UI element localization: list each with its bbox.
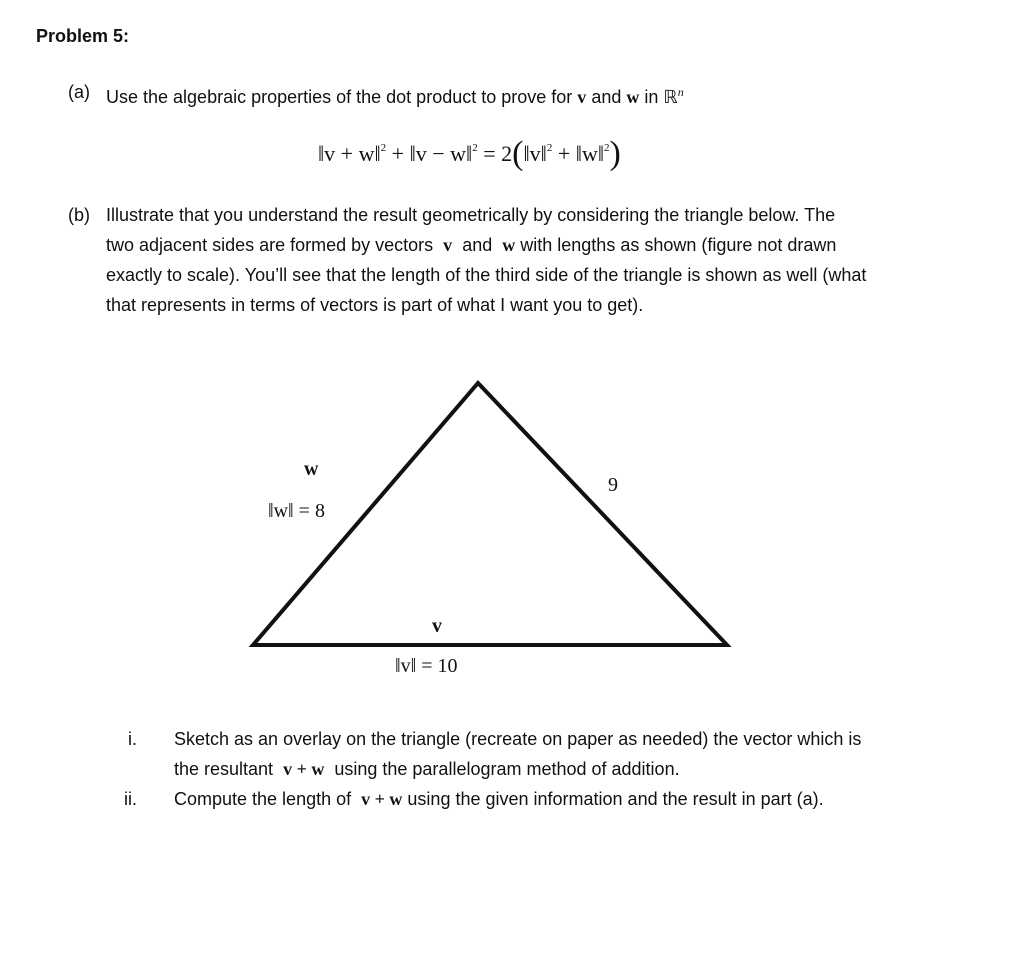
item-ii-text xyxy=(174,784,964,814)
item-i-text xyxy=(174,724,964,784)
part-b-and: and xyxy=(462,235,493,255)
third-side-length-label: 9 xyxy=(608,474,618,496)
formula-plus-2: + xyxy=(552,141,576,166)
part-b-w: w xyxy=(502,235,516,255)
item-i-line-1: Sketch as an overlay on the triangle (recreate on paper as needed) the vector which is xyxy=(174,729,862,749)
problem-title: Problem 5: xyxy=(36,26,130,46)
item-ii-line-start: Compute the length of xyxy=(174,789,352,809)
part-a-in: in xyxy=(644,87,659,107)
part-b-label: (b) xyxy=(68,205,90,225)
formula-open-paren: ( xyxy=(512,135,524,172)
formula-plus-1: + xyxy=(386,141,410,166)
part-b-line-4: that represents in terms of vectors is part of what I want you to get). xyxy=(106,295,644,315)
formula-exp-3: 2 xyxy=(546,142,553,154)
formula-term-w: ‖w‖ xyxy=(575,141,605,166)
formula-term-v-minus-w: ‖v − w‖ xyxy=(409,141,473,166)
item-i-number: i. xyxy=(128,729,137,749)
part-a-and: and xyxy=(591,87,622,107)
w-length-label: ‖w‖ = 8 xyxy=(268,500,325,522)
item-i-line-2-end: using the parallelogram method of addition. xyxy=(334,759,680,779)
item-ii-line-end: using the given information and the result in part (a). xyxy=(407,789,824,809)
part-a-v: v xyxy=(577,87,587,107)
item-i-line-2 xyxy=(174,754,964,784)
part-b-line-2-start: two adjacent sides are formed by vectors xyxy=(106,235,434,255)
item-ii-line-1 xyxy=(174,784,964,814)
v-length-label: ‖v‖ = 10 xyxy=(395,655,458,677)
part-a-label: (a) xyxy=(68,82,90,102)
formula-exp-2: 2 xyxy=(472,142,478,154)
formula-exp-1: 2 xyxy=(380,142,387,154)
real-space-symbol: ℝ xyxy=(663,87,678,107)
part-b-line-3: exactly to scale). You’ll see that the length of the third side of the triangle is shown as well (what xyxy=(106,265,867,285)
part-a-w: w xyxy=(626,87,640,107)
part-a-sentence: Use the algebraic properties of the dot product to prove for xyxy=(106,87,573,107)
item-i-resultant-expr: v + w xyxy=(283,759,325,779)
part-b-line-1: Illustrate that you understand the result geometrically by considering the triangle below. The xyxy=(106,205,836,225)
part-b-line-2-end: with lengths as shown (figure not drawn xyxy=(520,235,837,255)
w-vector-label: w xyxy=(304,458,319,480)
formula-term-v-plus-w: ‖v + w‖ xyxy=(318,141,381,166)
formula-close-paren: ) xyxy=(609,135,621,172)
formula-exp-4: 2 xyxy=(604,142,610,154)
formula-term-v: ‖v‖ xyxy=(523,141,547,166)
item-ii-resultant-expr: v + w xyxy=(361,789,403,809)
part-b-v: v xyxy=(443,235,453,255)
v-vector-label: v xyxy=(432,615,442,637)
item-i-line-2-start: the resultant xyxy=(174,759,274,779)
item-ii-number: ii. xyxy=(124,789,137,809)
space-exponent: n xyxy=(677,85,684,99)
formula-equals-two: = 2 xyxy=(477,141,513,166)
